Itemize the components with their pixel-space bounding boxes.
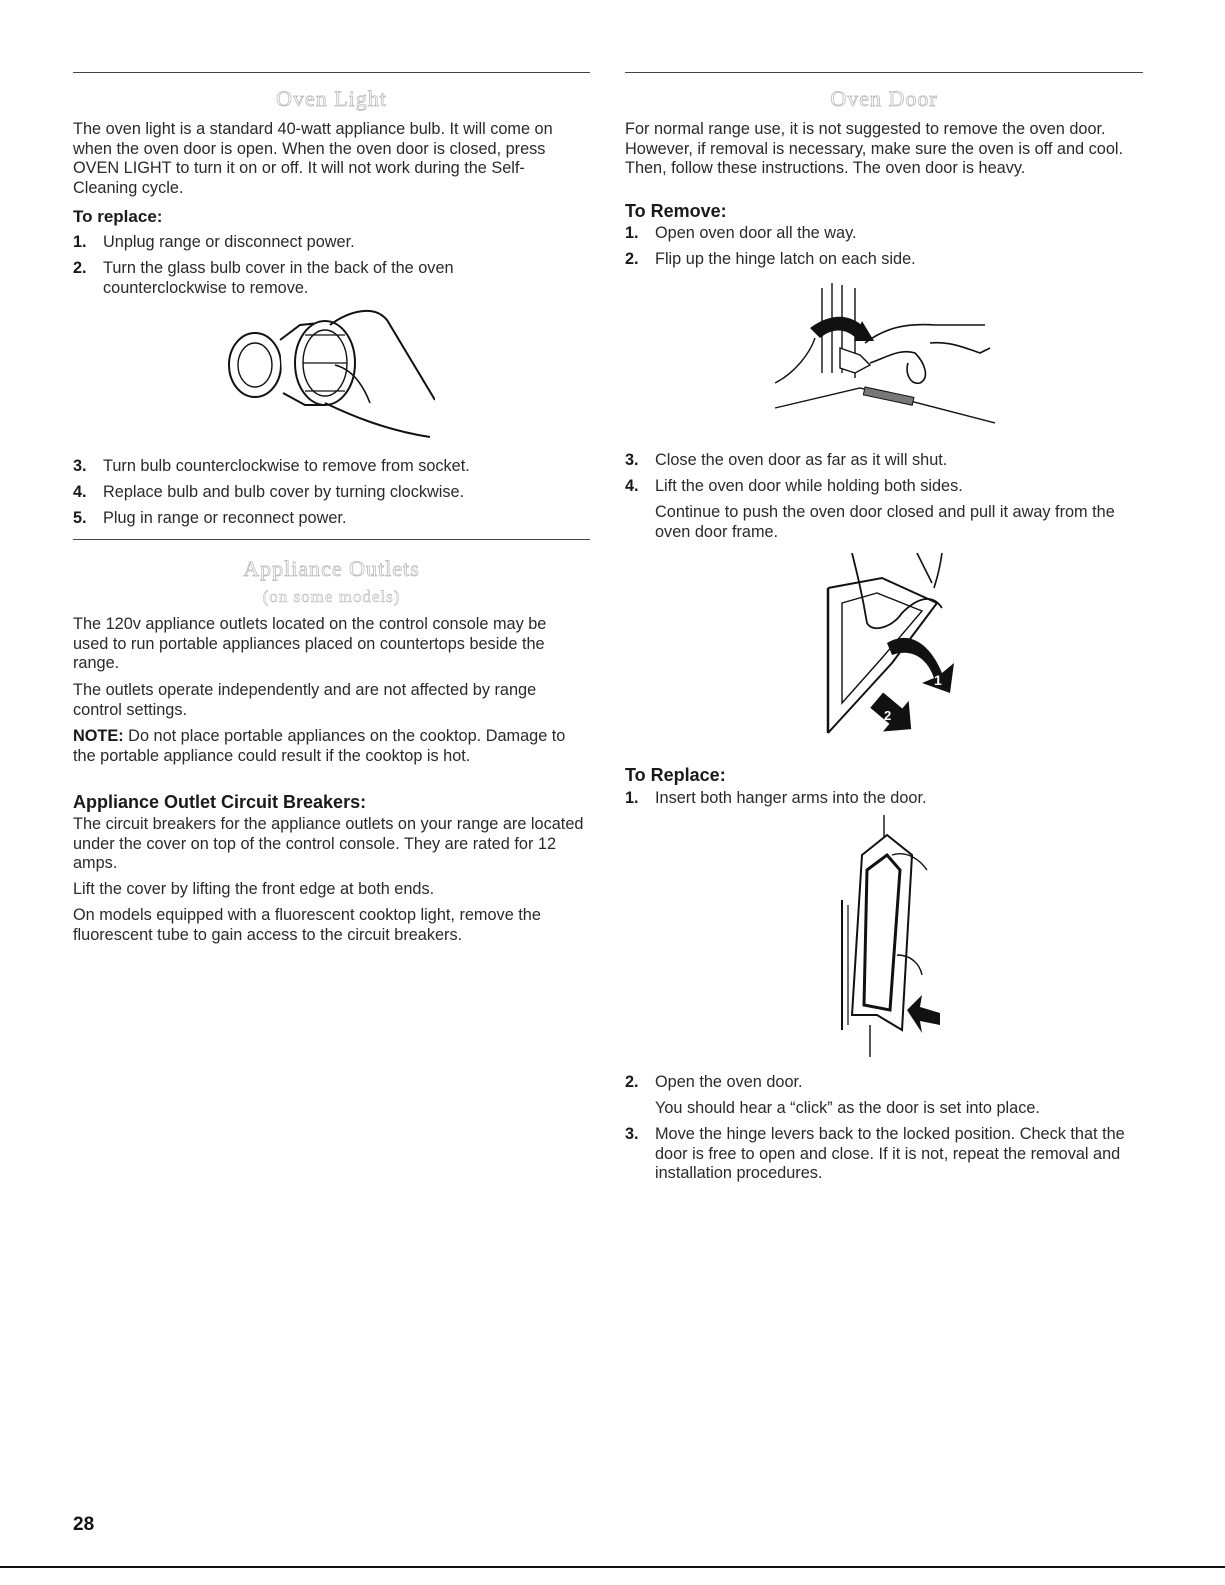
section-subtitle: (on some models) <box>262 587 401 606</box>
oven-door-intro: For normal range use, it is not suggested to remove the oven door. However, if removal is necessary, make sure the oven is off and cool. Then, follow these instructions. The oven door is heavy. <box>625 120 1124 177</box>
bottom-edge-rule <box>0 1566 1225 1568</box>
note-label: NOTE: <box>73 727 124 745</box>
bulb-cover-illustration <box>225 305 435 445</box>
section-rule <box>625 72 1143 73</box>
oven-light-intro: The oven light is a standard 40-watt appliance bulb. It will come on when the oven door is open. When the oven door is closed, press OVEN LIGHT to turn it on or off. It will not work during the Self-Cleaning cycle. <box>73 120 553 197</box>
hanger-arms-illustration <box>832 815 942 1060</box>
section-rule <box>73 72 590 73</box>
outlets-paragraph: The outlets operate independently and are not affected by range control settings. <box>73 681 537 719</box>
svg-text:2: 2 <box>884 708 892 723</box>
breakers-heading: Appliance Outlet Circuit Breakers: <box>73 792 367 812</box>
page-number: 28 <box>73 1514 95 1535</box>
replace-click-note: You should hear a “click” as the door is set into place. <box>655 1099 1040 1117</box>
svg-text:1: 1 <box>934 672 942 688</box>
section-title-oven-light: Oven Light <box>276 86 387 111</box>
section-title-appliance-outlets: Appliance Outlets <box>243 556 420 581</box>
to-replace-heading: To replace: <box>73 207 163 226</box>
outlets-paragraph: The 120v appliance outlets located on the control console may be used to run portable appliances placed on countertops beside the range. <box>73 615 547 672</box>
outlets-paragraph: The circuit breakers for the appliance outlets on your range are located under the cover on top of the control console. They are rated for 12 amps. <box>73 815 584 872</box>
remove-continue-note: Continue to push the oven door closed and pull it away from the oven door frame. <box>655 503 1115 541</box>
outlets-paragraph: Lift the cover by lifting the front edge at both ends. <box>73 880 435 898</box>
hinge-latch-illustration <box>770 283 995 433</box>
section-rule <box>73 539 590 540</box>
to-replace-heading: To Replace: <box>625 765 726 785</box>
to-remove-heading: To Remove: <box>625 201 727 221</box>
outlets-paragraph: On models equipped with a fluorescent cooktop light, remove the fluorescent tube to gain access to the circuit breakers. <box>73 906 541 944</box>
section-title-oven-door: Oven Door <box>830 86 938 111</box>
note-paragraph: NOTE: Do not place portable appliances on the cooktop. Damage to the portable appliance could result if the cooktop is hot. <box>73 727 566 765</box>
door-lift-illustration <box>822 553 962 738</box>
